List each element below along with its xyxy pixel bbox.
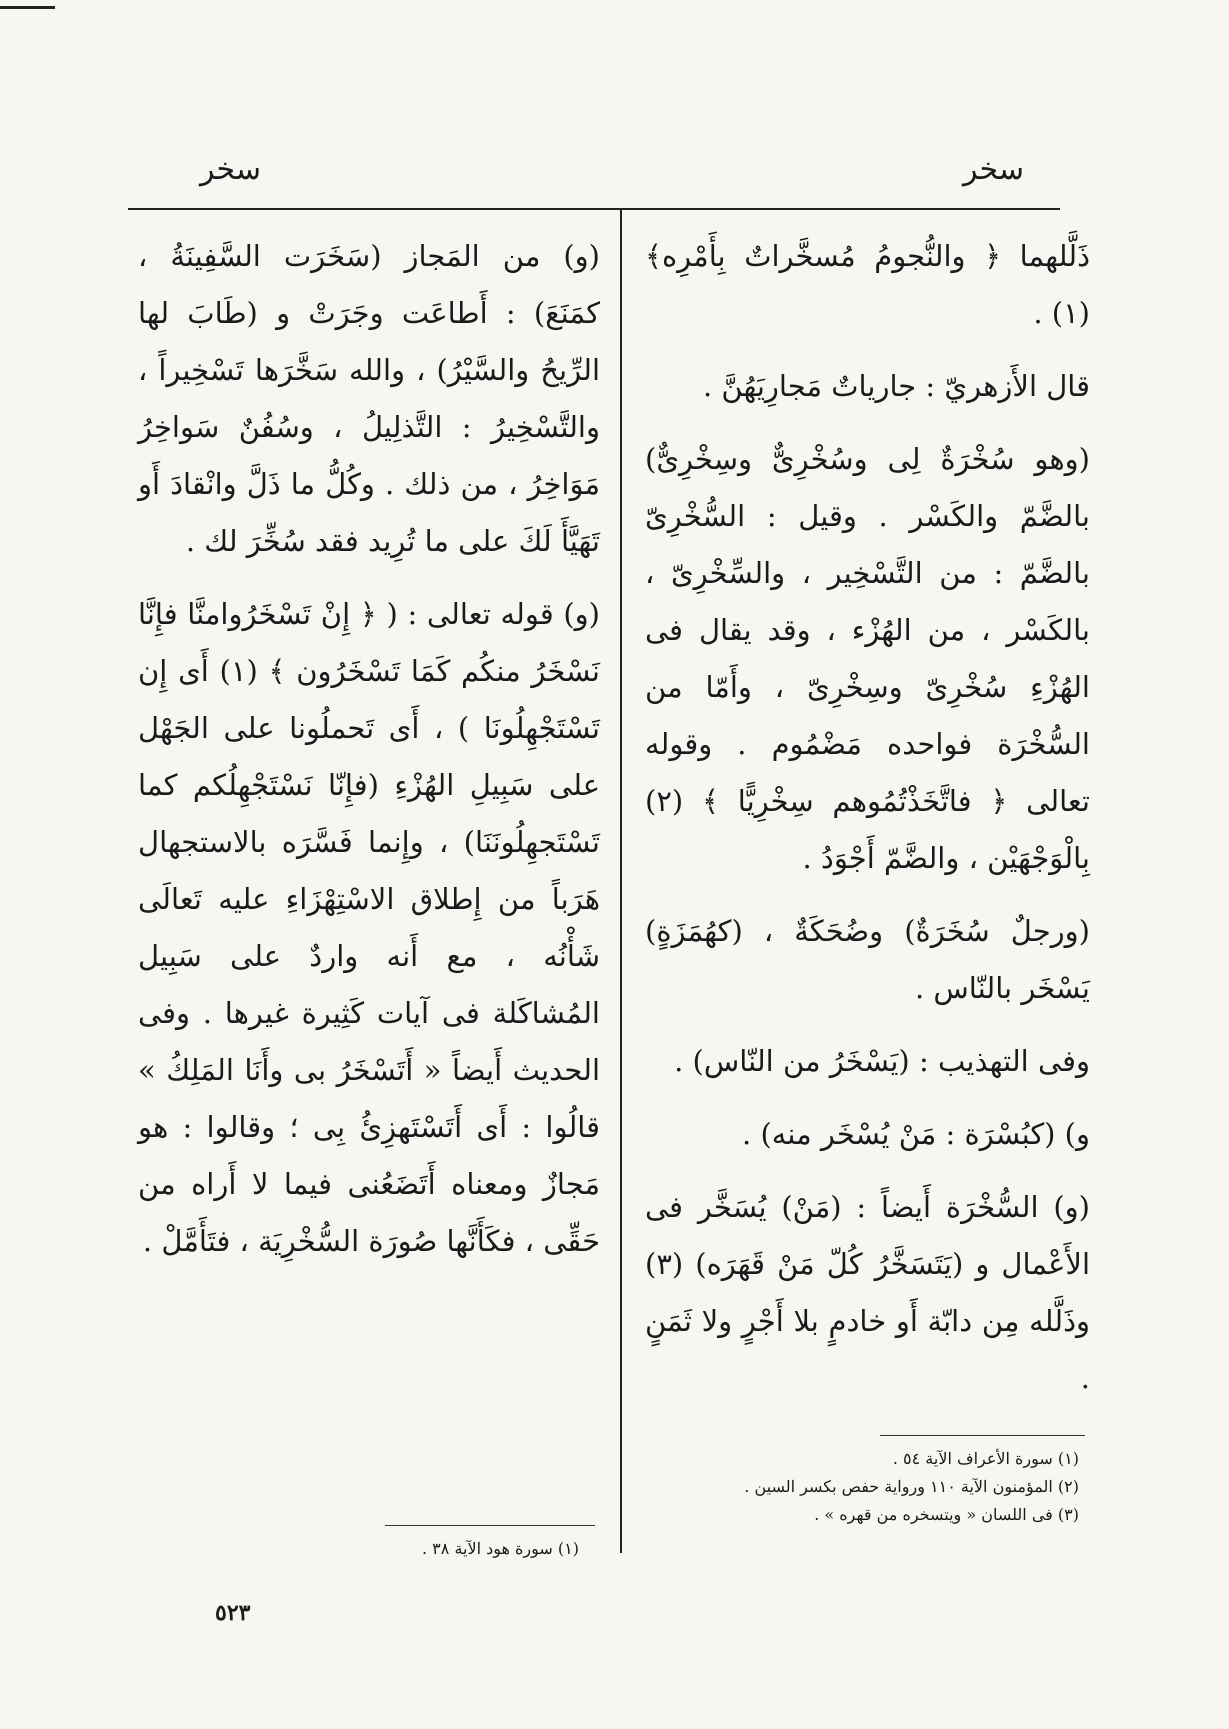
column-divider <box>620 208 622 1553</box>
paragraph: وفى التهذيب : (يَسْخَرُ من النّاس) . <box>674 1044 1090 1078</box>
corner-mark <box>0 6 55 9</box>
paragraph: (ورجلٌ سُخَرَةٌ) وضُحَكَةٌ ، (كهُمَزَةٍ) يَسْخَر بالنّاس . <box>645 914 1090 1005</box>
footnote: (٢) المؤمنون الآية ١١٠ ورواية حفص بكسر السين . <box>744 1477 1079 1496</box>
paragraph: و) (كبُسْرَة : مَنْ يُسْخَر منه) . <box>742 1117 1090 1151</box>
paragraph: (و) السُّخْرَة أَيضاً : (مَنْ) يُسَخَّر فى الأَعْمال و (يَتَسَخَّرُ كُلّ مَنْ قَهَرَه) (٣) وذَلَّله مِن دابّة أَو خادمٍ بلا أَجْرٍ ولا ثَمَنٍ . <box>645 1190 1090 1395</box>
footnote-rule-left <box>385 1525 595 1526</box>
footnote: (١) سورة الأعراف الآية ٥٤ . <box>892 1449 1079 1468</box>
paragraph: (و) قوله تعالى : ( ﴿ إِنْ تَسْخَرُوامنَّا فإِنَّا نَسْخَرُ منكُم كَمَا تَسْخَرُون ﴾ (١) أَى إِن تَسْتَجْهِلُونَا ) ، أَى تَحملُونا على الجَهْل على سَبِيلِ الهُزْءِ (فإِنّا نَسْتَجْهِلُكم كما تَسْتَجهِلُونَنَا) ، وإِنما فَسَّرَه بالاستجهال هَرَباً من إِطلاق الاسْتِهْزَاءِ عليه تَعالَى شَأْنُه ، مع أَنه واردٌ على سَبِيل المُشاكَلة فى آيات كَثِيرة غيرها . وفى الحديث أَيضاً « أَتَسْخَرُ بى وأَنَا المَلِكُ » قالُوا : أَى أَتَسْتَهزِئُ بِى ؛ وقالوا : هو مَجازٌ ومعناه أَتَضَعُنى فيما لا أَراه من حَقِّى ، فكَأَنَّها صُورَة السُّخْرِيَة ، فتَأَمَّلْ . <box>138 597 600 1258</box>
footnote: (١) سورة هود الآية ٣٨ . <box>422 1539 579 1558</box>
page-number: ٥٢٣ <box>215 1600 251 1626</box>
footnote: (٣) فى اللسان « ويتسخره من قهره » . <box>814 1505 1079 1524</box>
footnotes-left <box>159 1535 579 1563</box>
footnote-rule-right <box>880 1435 1085 1436</box>
top-rule <box>128 208 1060 210</box>
footnotes-right <box>639 1445 1079 1529</box>
header-left-word: سخر <box>200 152 262 187</box>
paragraph: (وهو سُخْرَةٌ لِى وسُخْرِىٌّ وسِخْرِىٌّ) بالضَّمّ والكَسْر . وقيل : السُّخْرِىّ بالضَّمّ : من التَّسْخِير ، والسِّخْرِىّ ، بالكَسْر ، من الهُزْء ، وقد يقال فى الهُزْءِ سُخْرِىّ وسِخْرِىّ ، وأَمّا من السُّخْرَة فواحده مَضْمُوم . وقوله تعالى ﴿ فاتَّخَذْتُمُوهم سِخْرِيًّا ﴾ (٢) بِالْوَجْهَيْن ، والضَّمّ أَجْوَدُ . <box>645 442 1090 875</box>
paragraph: (و) من المَجاز (سَخَرَت السَّفِينَةُ ، كمَنَعَ) : أَطاعَت وجَرَتْ و (طَابَ لها الرِّيحُ والسَّيْرُ) ، والله سَخَّرَها تَسْخِيراً ، والتَّسْخِيرُ : التَّذلِيلُ ، وسُفُنٌ سَواخِرُ مَوَاخِرُ ، من ذلك . وكُلُّ ما ذَلَّ وانْقادَ أَو تَهَيَّأَ لَكَ على ما تُرِيد فقد سُخِّرَ لك . <box>138 239 600 558</box>
paragraph: ذَلَّلهما ﴿ والنُّجومُ مُسخَّراتٌ بِأَمْرِه﴾ (١) . <box>645 239 1090 330</box>
left-column <box>138 228 600 1286</box>
right-column <box>645 228 1090 1423</box>
paragraph: قال الأَزهريّ : جارياتٌ مَجارِيَهُنَّ . <box>702 369 1090 403</box>
header-right-word: سخر <box>962 152 1024 187</box>
